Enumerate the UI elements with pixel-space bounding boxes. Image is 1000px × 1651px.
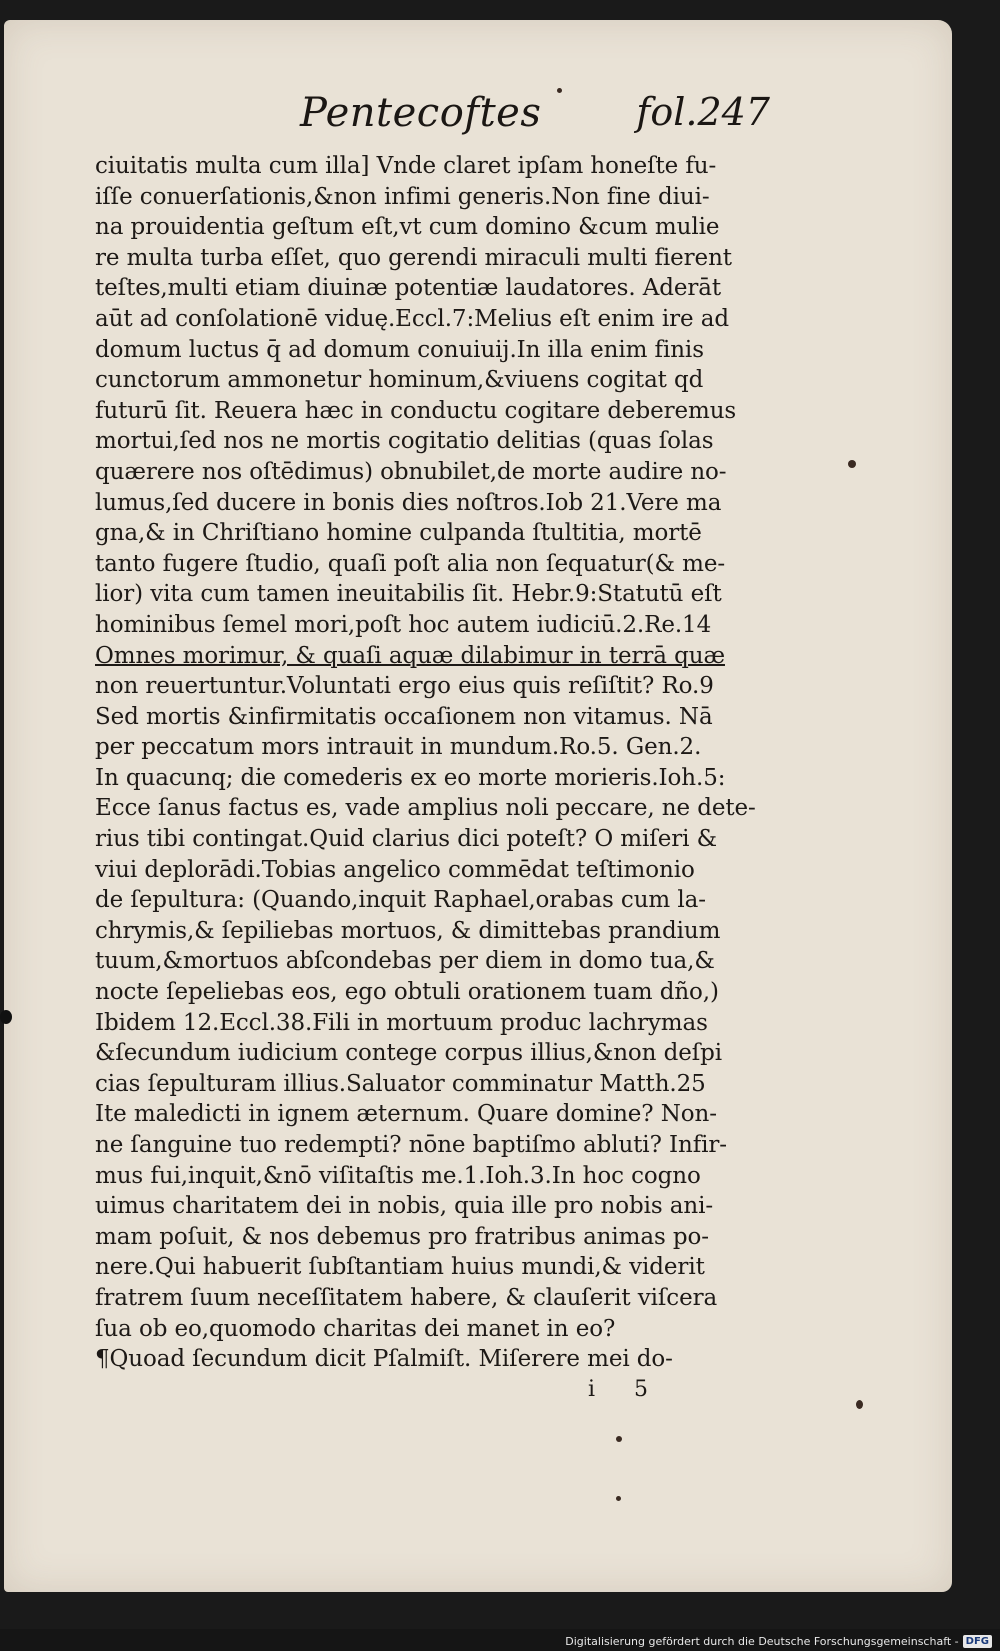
text-line: nocte ſepeliebas eos, ego obtuli orationem tuam dño,) xyxy=(95,979,719,1006)
ink-speck xyxy=(616,1496,621,1501)
signature-mark: i 5 xyxy=(588,1377,665,1402)
text-line: lumus,ſed ducere in bonis dies noſtros.Iob 21.Vere ma xyxy=(95,489,722,516)
text-line: Ite maledicti in ignem æternum. Quare domine? Non- xyxy=(95,1101,717,1128)
ink-speck xyxy=(0,1010,12,1024)
text-line: teſtes,multi etiam diuinæ potentiæ laudatores. Aderāt xyxy=(95,275,722,302)
text-line: ¶Quoad ſecundum dicit Pſalmiſt. Miſerere mei do- xyxy=(95,1346,673,1373)
footer-bar xyxy=(0,1629,1000,1651)
text-line: Sed mortis &infirmitatis occaſionem non vitamus. Nā xyxy=(95,703,713,730)
text-line: non reuertuntur.Voluntati ergo eius quis reſiſtit? Ro.9 xyxy=(95,673,714,700)
text-line: fratrem ſuum neceſſitatem habere, & clauſerit viſcera xyxy=(95,1284,718,1311)
text-line: ciuitatis multa cum illa] Vnde claret ipſam honeſte fu- xyxy=(95,153,717,179)
text-line xyxy=(95,641,775,672)
credit-text: Digitalisierung gefördert durch die Deutsche Forschungsgemeinschaft - xyxy=(565,1635,959,1648)
text-line: uimus charitatem dei in nobis, quia ille pro nobis ani- xyxy=(95,1193,714,1220)
text-line: tuum,&mortuos abſcondebas per diem in domo tua,& xyxy=(95,948,715,975)
text-line: mus fui,inquit,&nō viſitaſtis me.1.Ioh.3.In hoc cogno xyxy=(95,1162,701,1189)
text-line: lior) vita cum tamen ineuitabilis ſit. Hebr.9:Statutū eſt xyxy=(95,581,722,608)
text-line: quærere nos oſtēdimus) obnubilet,de morte audire no- xyxy=(95,458,727,485)
folio-number: fol.247 xyxy=(636,90,770,134)
body-text xyxy=(95,151,775,1375)
ink-speck xyxy=(616,1436,622,1442)
text-line: de ſepultura: (Quando,inquit Raphael,orabas cum la- xyxy=(95,887,706,914)
text-line: iſſe conuerſationis,&non infimi generis.Non fine diui- xyxy=(95,183,710,210)
text-line: cunctorum ammonetur hominum,&viuens cogitat qd xyxy=(95,367,704,394)
text-line: re multa turba eſſet, quo gerendi miraculi multi fierent xyxy=(95,244,732,271)
underlined-passage: Omnes morimur, & quaſi aquæ dilabimur in terrā quæ xyxy=(95,642,725,669)
text-line: cias ſepulturam illius.Saluator comminatur Matth.25 xyxy=(95,1070,706,1097)
digitization-credit xyxy=(565,1635,992,1648)
text-line: viui deplorādi.Tobias angelico commēdat teſtimonio xyxy=(95,856,695,883)
text-line: per peccatum mors intrauit in mundum.Ro.5. Gen.2. xyxy=(95,734,702,761)
text-line: tanto fugere ſtudio, quaſi poſt alia non ſequatur(& me- xyxy=(95,550,726,577)
text-line: In quacunq; die comederis ex eo morte morieris.Ioh.5: xyxy=(95,764,726,791)
text-line: aūt ad conſolationē viduę.Eccl.7:Melius eſt enim ire ad xyxy=(95,305,729,332)
text-line: Ibidem 12.Eccl.38.Fili in mortuum produc lachrymas xyxy=(95,1009,708,1036)
text-line: rius tibi contingat.Quid clarius dici poteſt? O miſeri & xyxy=(95,826,717,853)
text-line: gna,& in Chriſtiano homine culpanda ſtultitia, mortē xyxy=(95,520,702,547)
text-line: chrymis,& ſepiliebas mortuos, & dimittebas prandium xyxy=(95,917,721,944)
ink-speck xyxy=(848,460,856,468)
book-page xyxy=(4,20,952,1592)
ink-speck xyxy=(856,1400,863,1409)
text-line: futurū ſit. Reuera hæc in conductu cogitare deberemus xyxy=(95,397,737,424)
text-line: Ecce ſanus factus es, vade amplius noli peccare, ne dete- xyxy=(95,795,756,822)
text-line: ſua ob eo,quomodo charitas dei manet in eo? xyxy=(95,1315,616,1342)
text-line: hominibus ſemel mori,poſt hoc autem iudiciū.2.Re.14 xyxy=(95,611,712,638)
text-line: mam poſuit, & nos debemus pro fratribus animas po- xyxy=(95,1223,709,1250)
text-line: ne ſanguine tuo redempti? nōne baptiſmo abluti? Infir- xyxy=(95,1132,727,1158)
dfg-logo: DFG xyxy=(963,1635,992,1648)
running-title: Pentecoftes xyxy=(300,90,542,136)
text-line: nere.Qui habuerit ſubſtantiam huius mundi,& viderit xyxy=(95,1254,705,1281)
ink-speck xyxy=(557,88,562,93)
text-line: mortui,ſed nos ne mortis cogitatio delitias (quas ſolas xyxy=(95,428,714,455)
text-line: na prouidentia geſtum eſt,vt cum domino &cum mulie xyxy=(95,214,720,241)
page-header xyxy=(300,90,770,150)
text-line: domum luctus q̄ ad domum conuiuij.In illa enim finis xyxy=(95,336,704,363)
text-line: &ſecundum iudicium contege corpus illius,&non deſpi xyxy=(95,1040,723,1067)
